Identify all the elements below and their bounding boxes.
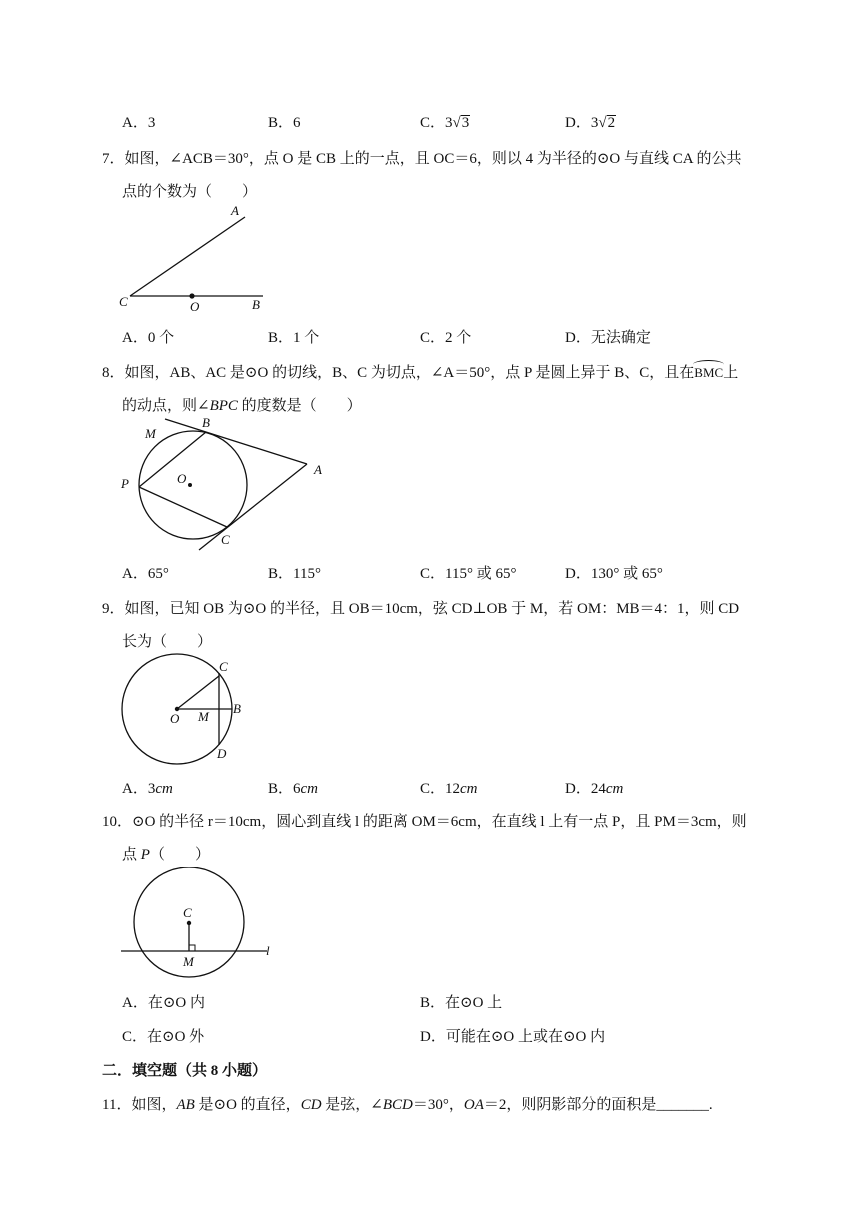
q6-option-c: C．3√3 — [420, 115, 470, 131]
q9-stem-line2: 长为（ ） — [122, 634, 213, 650]
q7-option-a: A．0 个 — [122, 330, 175, 346]
q8-stem-line1: 8．如图，AB、AC 是⊙O 的切线，B、C 为切点，∠A＝50°，点 P 是圆上异于 B、C，且在BMC上 — [102, 365, 739, 381]
q11-stem: 11．如图，AB 是⊙O 的直径，CD 是弦，∠BCD＝30°，OA＝2，则阴影部分的面积是_______. — [102, 1097, 713, 1113]
q9-figure — [115, 652, 255, 768]
q10-stem-line2: 点 P（ ） — [122, 847, 210, 863]
label-m: M — [183, 954, 194, 969]
q6-option-b: B．6 — [268, 115, 301, 131]
q10-option-a: A．在⊙O 内 — [122, 995, 205, 1011]
q8-figure — [115, 412, 330, 557]
q9-option-c: C．12cm — [420, 781, 478, 797]
q9-stem-line1: 9．如图，已知 OB 为⊙O 的半径，且 OB＝10cm，弦 CD⊥OB 于 M，若 OM：MB＝4：1，则 CD — [102, 601, 740, 617]
ray-ca — [130, 217, 245, 296]
label-b: B — [202, 415, 210, 430]
center-c — [187, 921, 191, 925]
q6-option-d: D．3√2 — [565, 115, 616, 131]
q6-option-a: A．3 — [122, 115, 156, 131]
section-heading: 二．填空题（共 8 小题） — [102, 1063, 268, 1079]
label-a: A — [231, 203, 239, 218]
label-b: B — [233, 701, 241, 716]
label-l: l — [266, 943, 270, 958]
label-c: C — [183, 905, 192, 920]
label-o: O — [177, 471, 187, 486]
arc-bmc: BMC — [694, 365, 724, 380]
q7-option-c: C．2 个 — [420, 330, 472, 346]
q10-figure — [115, 867, 280, 982]
label-c: C — [119, 294, 128, 309]
label-o: O — [190, 299, 200, 314]
q8-option-b: B．115° — [268, 566, 321, 582]
q8-stem-line2: 的动点，则∠BPC 的度数是（ ） — [122, 398, 362, 414]
q7-figure — [115, 200, 270, 315]
segment-oc — [177, 676, 219, 709]
circle-o — [139, 431, 247, 539]
label-m: M — [198, 709, 209, 724]
q10-option-b: B．在⊙O 上 — [420, 995, 503, 1011]
tangent-ac — [199, 464, 307, 550]
q10-stem-line1: 10．⊙O 的半径 r＝10cm，圆心到直线 l 的距离 OM＝6cm，在直线 l 上有一点 P，且 PM＝3cm，则 — [102, 814, 747, 830]
label-c: C — [221, 532, 230, 547]
q7-option-b: B．1 个 — [268, 330, 320, 346]
label-d: D — [217, 746, 227, 761]
q7-stem-line2: 点的个数为（ ） — [122, 184, 258, 200]
tangent-ab — [165, 419, 307, 464]
q8-option-c: C．115° 或 65° — [420, 566, 517, 582]
label-c: C — [219, 659, 228, 674]
label-a: A — [314, 462, 322, 477]
q10-option-d: D．可能在⊙O 上或在⊙O 内 — [420, 1029, 606, 1045]
q9-option-a: A．3cm — [122, 781, 173, 797]
point-o — [189, 293, 194, 298]
q7-stem-line1: 7．如图，∠ACB＝30°，点 O 是 CB 上的一点，且 OC＝6，则以 4 为半径的⊙O 与直线 CA 的公共 — [102, 151, 742, 167]
q9-option-d: D．24cm — [565, 781, 624, 797]
right-angle-mark — [189, 945, 195, 951]
q9-option-b: B．6cm — [268, 781, 319, 797]
center-o — [188, 483, 192, 487]
q8-option-a: A．65° — [122, 566, 169, 582]
q8-option-d: D．130° 或 65° — [565, 566, 663, 582]
q10-option-c: C．在⊙O 外 — [122, 1029, 205, 1045]
label-b: B — [252, 297, 260, 312]
label-o: O — [170, 711, 180, 726]
label-m: M — [145, 426, 156, 441]
label-p: P — [121, 476, 129, 491]
q7-option-d: D．无法确定 — [565, 330, 651, 346]
